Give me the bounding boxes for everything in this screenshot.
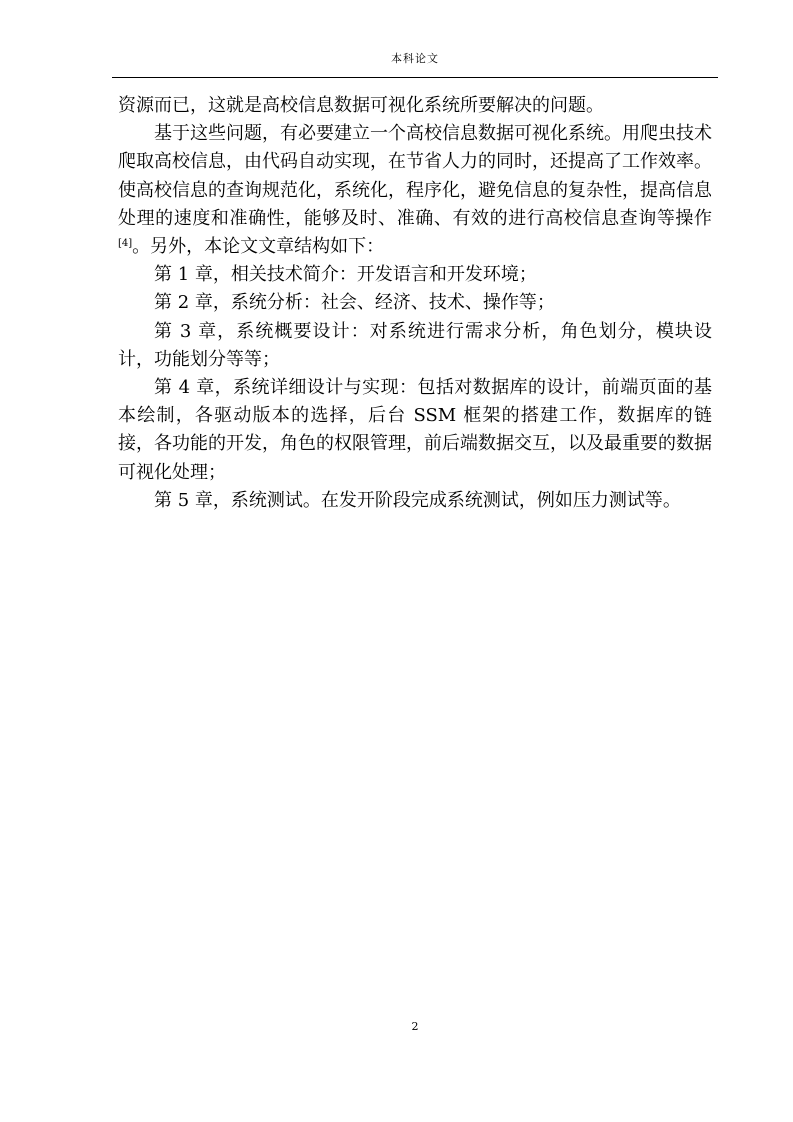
paragraph-motivation-text: 基于这些问题，有必要建立一个高校信息数据可视化系统。用爬虫技术爬取高校信息，由代码自动实现，在节省人力的同时，还提高了工作效率。使高校信息的查询规范化，系统化，程序化，避免信息的复杂性，提高信息处理的速度和准确性，能够及时、准确、有效的进行高校信息查询等操作 xyxy=(118,123,712,229)
paragraph-continuation: 资源而已，这就是高校信息数据可视化系统所要解决的问题。 xyxy=(118,95,604,116)
chapter-4-summary: 第 4 章，系统详细设计与实现：包括对数据库的设计，前端页面的基本绘制，各驱动版本的选择，后台 SSM 框架的搭建工作，数据库的链接，各功能的开发，角色的权限管理，前后端数据交互，以及最重要的数据可视化处理； xyxy=(118,377,712,483)
document-body xyxy=(118,92,712,515)
chapter-2-summary: 第 2 章，系统分析：社会、经济、技术、操作等； xyxy=(154,292,555,314)
page-header-title: 本科论文 xyxy=(391,52,439,65)
page-number: 2 xyxy=(411,1020,419,1033)
paragraph-motivation-tail: 。另外，本论文文章结构如下： xyxy=(132,236,385,258)
paragraph-motivation xyxy=(118,120,712,261)
chapter-3-summary: 第 3 章，系统概要设计：对系统进行需求分析，角色划分，模块设计，功能划分等等； xyxy=(118,320,712,370)
chapter-1-summary: 第 1 章，相关技术简介：开发语言和开发环境； xyxy=(154,264,537,286)
chapter-5-summary: 第 5 章，系统测试。在发开阶段完成系统测试，例如压力测试等。 xyxy=(154,489,681,511)
citation-reference: [4] xyxy=(118,238,133,250)
header-divider xyxy=(112,77,718,78)
